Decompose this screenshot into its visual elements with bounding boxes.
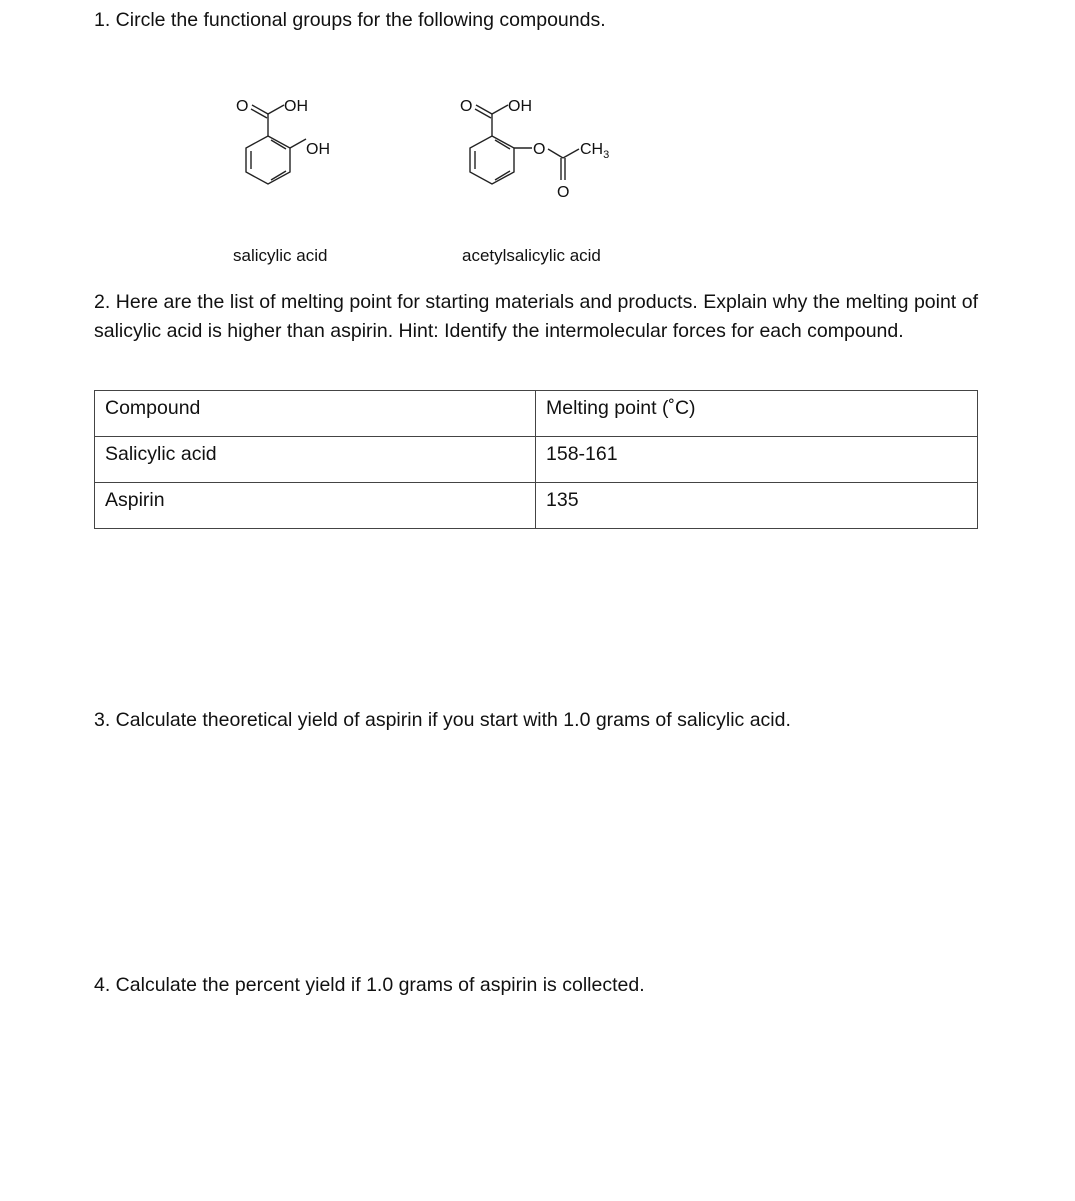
question-2: 2. Here are the list of melting point for starting materials and products. Explain why the melting point of salicylic acid is higher than aspirin. Hint: Identify the intermolecular forces for each compound. bbox=[94, 291, 978, 342]
table-header-row bbox=[95, 391, 978, 437]
benzene-ring bbox=[470, 136, 514, 184]
phenol-oh-label: OH bbox=[306, 141, 330, 158]
header-melting-point: Melting point (˚C) bbox=[536, 391, 978, 437]
compound-cell: Salicylic acid bbox=[95, 437, 536, 483]
salicylic-acid-skeleton bbox=[228, 88, 358, 203]
methyl-ch-label: CH bbox=[580, 141, 604, 158]
acid-oh-label: OH bbox=[508, 98, 532, 115]
acid-oh-label: OH bbox=[284, 98, 308, 115]
aspirin-structure bbox=[452, 88, 632, 208]
header-compound: Compound bbox=[95, 391, 536, 437]
table-row bbox=[95, 483, 978, 529]
melting-point-cell: 135 bbox=[536, 483, 978, 529]
question-1: 1. Circle the functional groups for the following compounds. bbox=[94, 9, 606, 31]
salicylic-acid-caption: salicylic acid bbox=[233, 246, 328, 265]
ester-oxygen-label: O bbox=[533, 141, 546, 158]
compound-cell: Aspirin bbox=[95, 483, 536, 529]
methyl-subscript: 3 bbox=[603, 149, 610, 161]
acetyl-oxygen-label: O bbox=[557, 184, 570, 201]
melting-point-cell: 158-161 bbox=[536, 437, 978, 483]
aspirin-caption: acetylsalicylic acid bbox=[462, 246, 601, 265]
carbonyl-oxygen-label: O bbox=[460, 98, 473, 115]
melting-point-table bbox=[94, 390, 978, 529]
benzene-ring bbox=[246, 136, 290, 184]
methyl-label bbox=[580, 141, 609, 161]
aspirin-skeleton bbox=[452, 88, 632, 203]
question-4: 4. Calculate the percent yield if 1.0 grams of aspirin is collected. bbox=[94, 974, 645, 996]
salicylic-acid-structure bbox=[228, 88, 358, 208]
question-3: 3. Calculate theoretical yield of aspirin if you start with 1.0 grams of salicylic acid. bbox=[94, 709, 791, 731]
table-row bbox=[95, 437, 978, 483]
carbonyl-oxygen-label: O bbox=[236, 98, 249, 115]
